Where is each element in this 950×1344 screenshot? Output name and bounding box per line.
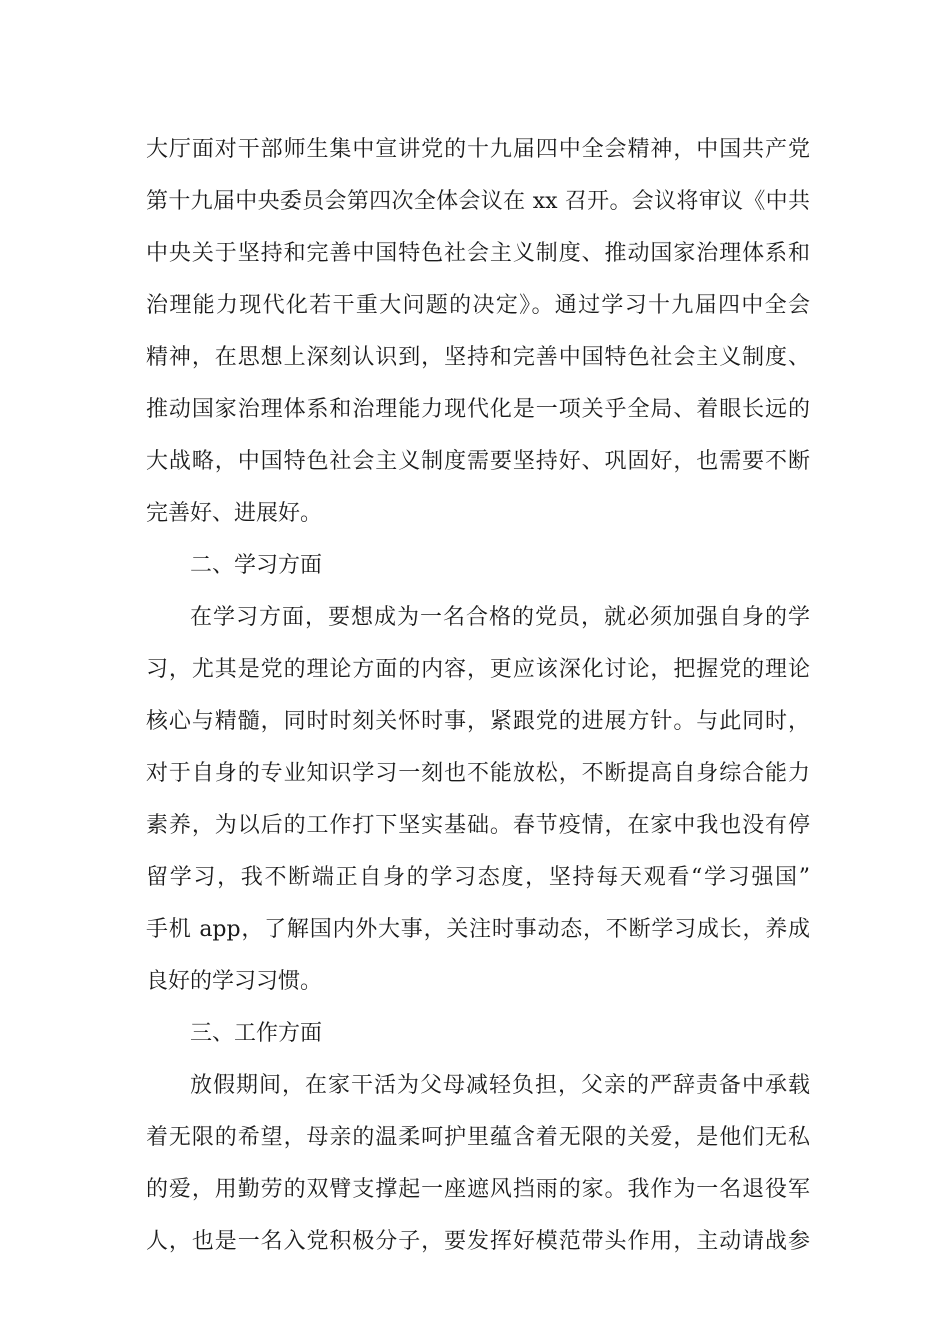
paragraph-line: 在学习方面，要想成为一名合格的党员，就必须加强自身的学 <box>190 605 810 630</box>
paragraph-line: 着无限的希望，母亲的温柔呵护里蕴含着无限的关爱，是他们无私 <box>146 1125 810 1150</box>
paragraph-line: 手机 app，了解国内外大事，关注时事动态，不断学习成长，养成 <box>146 917 810 942</box>
paragraph-line: 的爱，用勤劳的双臂支撑起一座遮风挡雨的家。我作为一名退役军 <box>146 1177 810 1202</box>
paragraph-line: 良好的学习习惯。 <box>146 969 323 994</box>
paragraph-line: 大厅面对干部师生集中宣讲党的十九届四中全会精神，中国共产党 <box>146 137 810 162</box>
section-heading-work: 三、工作方面 <box>190 1021 323 1046</box>
section-heading-study: 二、学习方面 <box>190 553 323 578</box>
paragraph-line: 完善好、进展好。 <box>146 501 323 526</box>
paragraph-line: 第十九届中央委员会第四次全体会议在 xx 召开。会议将审议《中共 <box>146 189 810 214</box>
paragraph-line: 推动国家治理体系和治理能力现代化是一项关乎全局、着眼长远的 <box>146 397 810 422</box>
paragraph-line: 大战略，中国特色社会主义制度需要坚持好、巩固好，也需要不断 <box>146 449 810 474</box>
paragraph-line: 对于自身的专业知识学习一刻也不能放松，不断提高自身综合能力 <box>146 761 810 786</box>
paragraph-line: 素养，为以后的工作打下坚实基础。春节疫情，在家中我也没有停 <box>146 813 810 838</box>
paragraph-line: 习，尤其是党的理论方面的内容，更应该深化讨论，把握党的理论 <box>146 657 810 682</box>
paragraph-line: 放假期间，在家干活为父母减轻负担，父亲的严辞责备中承载 <box>190 1073 810 1098</box>
paragraph-line: 中央关于坚持和完善中国特色社会主义制度、推动国家治理体系和 <box>146 241 810 266</box>
paragraph-line: 治理能力现代化若干重大问题的决定》。通过学习十九届四中全会 <box>146 293 810 318</box>
paragraph-line: 核心与精髓，同时时刻关怀时事，紧跟党的进展方针。与此同时， <box>146 709 810 734</box>
paragraph-line: 留学习，我不断端正自身的学习态度，坚持每天观看“学习强国” <box>146 865 810 890</box>
paragraph-line: 人，也是一名入党积极分子，要发挥好模范带头作用，主动请战参 <box>146 1229 810 1254</box>
paragraph-line: 精神，在思想上深刻认识到，坚持和完善中国特色社会主义制度、 <box>146 345 810 370</box>
